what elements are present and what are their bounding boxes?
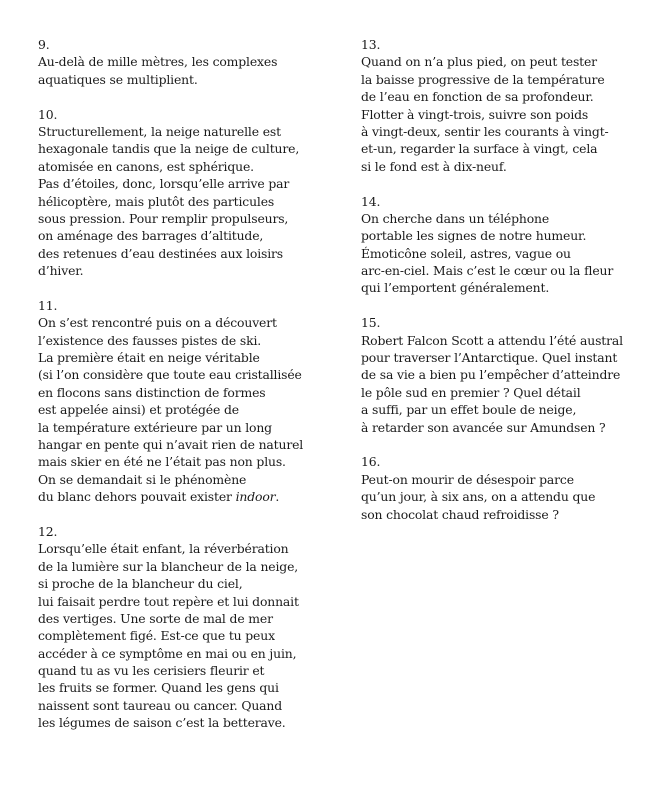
section-number: 12. xyxy=(38,523,58,539)
left-column xyxy=(38,36,323,749)
text-line: en flocons sans distinction de formes xyxy=(38,384,266,400)
text-line: de sa vie a bien pu l’empêcher d’atteindre xyxy=(361,367,621,383)
text-line: Structurellement, la neige naturelle est xyxy=(38,123,281,139)
text-fragment: . xyxy=(275,489,280,505)
text-line: On cherche dans un téléphone xyxy=(361,210,550,226)
text-line: lui faisait perdre tout repère et lui donnait xyxy=(38,593,299,609)
text-line: qui l’emportent généralement. xyxy=(361,280,550,296)
text-line: de la lumière sur la blancheur de la neige, xyxy=(38,558,299,574)
section-number: 9. xyxy=(38,37,50,52)
text-line: on aménage des barrages d’altitude, xyxy=(38,228,264,244)
section-number: 13. xyxy=(361,37,381,52)
text-line: arc-en-ciel. Mais c’est le cœur ou la fleur xyxy=(361,263,614,279)
text-line: (si l’on considère que toute eau cristallisée xyxy=(38,367,302,383)
text-line: le pôle sud en premier ? Quel détail xyxy=(361,384,581,400)
text-line: son chocolat chaud refroidisse ? xyxy=(361,506,559,522)
text-line: naissent sont taureau ou cancer. Quand xyxy=(38,697,283,713)
text-line: quand tu as vu les cerisiers fleurir et xyxy=(38,663,265,679)
text-line: hélicoptère, mais plutôt des particules xyxy=(38,193,275,209)
section-14 xyxy=(361,193,631,297)
section-number: 11. xyxy=(38,297,58,313)
text-line: qu’un jour, à six ans, on a attendu que xyxy=(361,489,596,505)
text-line: Lorsqu’elle était enfant, la réverbération xyxy=(38,541,289,557)
text-line: des retenues d’eau destinées aux loisirs xyxy=(38,245,284,261)
text-line: est appelée ainsi) et protégée de xyxy=(38,402,239,418)
section-10 xyxy=(38,106,323,280)
section-13 xyxy=(361,36,631,175)
right-column xyxy=(361,36,631,540)
text-line: Pas d’étoiles, donc, lorsqu’elle arrive par xyxy=(38,176,290,192)
text-line: d’hiver. xyxy=(38,263,84,279)
text-line: accéder à ce symptôme en mai ou en juin, xyxy=(38,645,297,661)
text-line: Quand on n’a plus pied, on peut tester xyxy=(361,54,597,70)
text-line-with-italic xyxy=(38,488,323,505)
section-number: 16. xyxy=(361,454,381,470)
text-line: si le fond est à dix-neuf. xyxy=(361,158,507,174)
section-number: 10. xyxy=(38,106,58,122)
text-line: la température extérieure par un long xyxy=(38,419,272,435)
italic-word: indoor xyxy=(235,489,276,505)
text-line: si proche de la blancheur du ciel, xyxy=(38,576,243,592)
text-line: On s’est rencontré puis on a découvert xyxy=(38,315,277,331)
text-line: Flotter à vingt-trois, suivre son poids xyxy=(361,106,589,122)
section-15 xyxy=(361,314,631,436)
text-line: portable les signes de notre humeur. xyxy=(361,228,587,244)
section-9 xyxy=(38,36,323,88)
text-line: complètement figé. Est-ce que tu peux xyxy=(38,628,275,644)
text-line: et-un, regarder la surface à vingt, cela xyxy=(361,141,598,157)
section-11 xyxy=(38,297,323,506)
section-number: 14. xyxy=(361,193,381,209)
text-fragment: du blanc dehors pouvait exister xyxy=(38,489,236,505)
text-line: l’existence des fausses pistes de ski. xyxy=(38,332,262,348)
text-line: les légumes de saison c’est la betterave. xyxy=(38,715,286,731)
text-line: de l’eau en fonction de sa profondeur. xyxy=(361,89,594,105)
text-line: hangar en pente qui n’avait rien de naturel xyxy=(38,436,304,452)
text-line: La première était en neige véritable xyxy=(38,350,260,366)
section-12 xyxy=(38,523,323,732)
section-number: 15. xyxy=(361,315,381,331)
text-line: pour traverser l’Antarctique. Quel instant xyxy=(361,350,618,366)
text-line: à vingt-deux, sentir les courants à vingt- xyxy=(361,123,609,139)
text-line: Robert Falcon Scott a attendu l’été austral xyxy=(361,332,623,348)
text-line: les fruits se former. Quand les gens qui xyxy=(38,680,279,696)
text-line: Émoticône soleil, astres, vague ou xyxy=(361,245,571,261)
text-line: atomisée en canons, est sphérique. xyxy=(38,158,254,174)
text-line: la baisse progressive de la température xyxy=(361,71,605,87)
text-line: Peut-on mourir de désespoir parce xyxy=(361,471,574,487)
section-16 xyxy=(361,453,631,523)
text-line: sous pression. Pour remplir propulseurs, xyxy=(38,210,289,226)
text-line: hexagonale tandis que la neige de culture, xyxy=(38,141,300,157)
text-line: mais skier en été ne l’était pas non plus. xyxy=(38,454,286,470)
text-line: a suffi, par un effet boule de neige, xyxy=(361,402,577,418)
text-line: Au-delà de mille mètres, les complexes xyxy=(38,54,278,70)
text-line: des vertiges. Une sorte de mal de mer xyxy=(38,610,273,626)
text-line: à retarder son avancée sur Amundsen ? xyxy=(361,419,606,435)
text-line: On se demandait si le phénomène xyxy=(38,471,247,487)
text-line: aquatiques se multiplient. xyxy=(38,71,198,87)
